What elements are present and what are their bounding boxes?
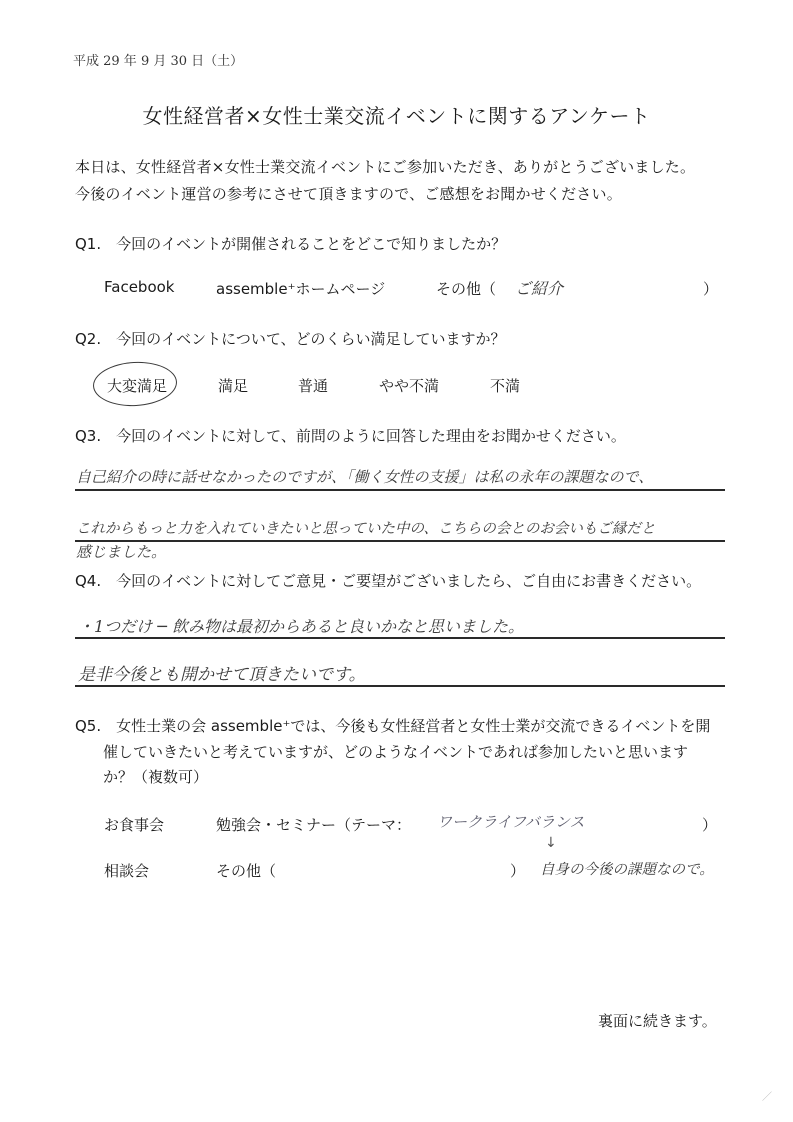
q3-answer-line-2: これからもっと力を入れていきたいと思っていた中の、こちらの会とのお会いもご縁だと [76,521,656,537]
q2-option-neutral[interactable]: 普通 [298,377,329,395]
q2-option-very-satisfied[interactable]: 大変満足 [107,377,168,395]
q1-option-facebook[interactable]: Facebook [104,278,175,296]
q5-option-other[interactable]: その他（ [216,862,277,880]
intro-line-2: 今後のイベント運営の参考にさせて頂きますので、ご感想をお聞かせください。 [75,185,622,203]
q5-row2-close-paren: ） [510,862,526,880]
q2-option-somewhat-dissatisfied[interactable]: やや不満 [379,377,440,395]
survey-date: 平成 29 年 9 月 30 日（土） [73,54,244,69]
q5-option-consultation[interactable]: 相談会 [104,862,150,880]
scan-mark: ／ [762,1092,772,1103]
q2-option-satisfied[interactable]: 満足 [218,377,249,395]
q5-option-seminar[interactable]: 勉強会・セミナー（テーマ： [216,816,412,834]
q1-handwritten-answer: ご紹介 [515,279,564,298]
q1-option-homepage[interactable]: assemble⁺ホームページ [216,280,386,298]
survey-title: 女性経営者×女性士業交流イベントに関するアンケート [142,104,651,128]
continue-on-back-note: 裏面に続きます。 [598,1012,717,1030]
intro-line-1: 本日は、女性経営者×女性士業交流イベントにご参加いただき、ありがとうございました。 [75,158,696,176]
q3-answer-line-3: 感じました。 [76,543,167,561]
q3-answer-line-1: 自己紹介の時に話せなかったのですが、「働く女性の支援」は私の永年の課題なので、 [76,468,654,486]
q5-question-line-1: Q5. 女性士業の会 assemble⁺では、今後も女性経営者と女性士業が交流できるイベントを開 [75,717,711,735]
q5-question-line-2: 催していきたいと考えていますが、どのようなイベントであれば参加したいと思います [103,743,689,761]
q4-answer-rule-1 [75,637,725,639]
q4-question: Q4. 今回のイベントに対してご意見・ご要望がございましたら、ご自由にお書きください。 [75,572,702,590]
q5-theme-answer: ワークライフバランス [437,813,585,831]
q1-option-other[interactable]: その他（ [436,280,497,298]
q3-answer-rule-1 [75,489,725,491]
q2-option-dissatisfied[interactable]: 不満 [490,377,521,395]
q1-close-paren: ） [703,280,719,298]
q3-answer-rule-2 [75,540,725,542]
q5-row1-close-paren: ） [702,816,718,834]
q4-answer-line-1: ・1つだけ ─ 飲み物は最初からあると良いかなと思いました。 [78,617,524,636]
arrow-down-icon: ↓ [545,835,557,851]
q4-answer-rule-2 [75,685,725,687]
q1-question: Q1. 今回のイベントが開催されることをどこで知りましたか？ [75,235,507,253]
q5-question-line-3: か？（複数可） [103,768,209,786]
q3-question: Q3. 今回のイベントに対して、前問のように回答した理由をお聞かせください。 [75,427,626,445]
q5-theme-note: 自身の今後の課題なので。 [540,862,714,878]
q2-question: Q2. 今回のイベントについて、どのくらい満足していますか？ [75,330,506,348]
q4-answer-line-2: 是非今後とも開かせて頂きたいです。 [78,665,366,685]
q5-option-dinner[interactable]: お食事会 [104,816,165,834]
